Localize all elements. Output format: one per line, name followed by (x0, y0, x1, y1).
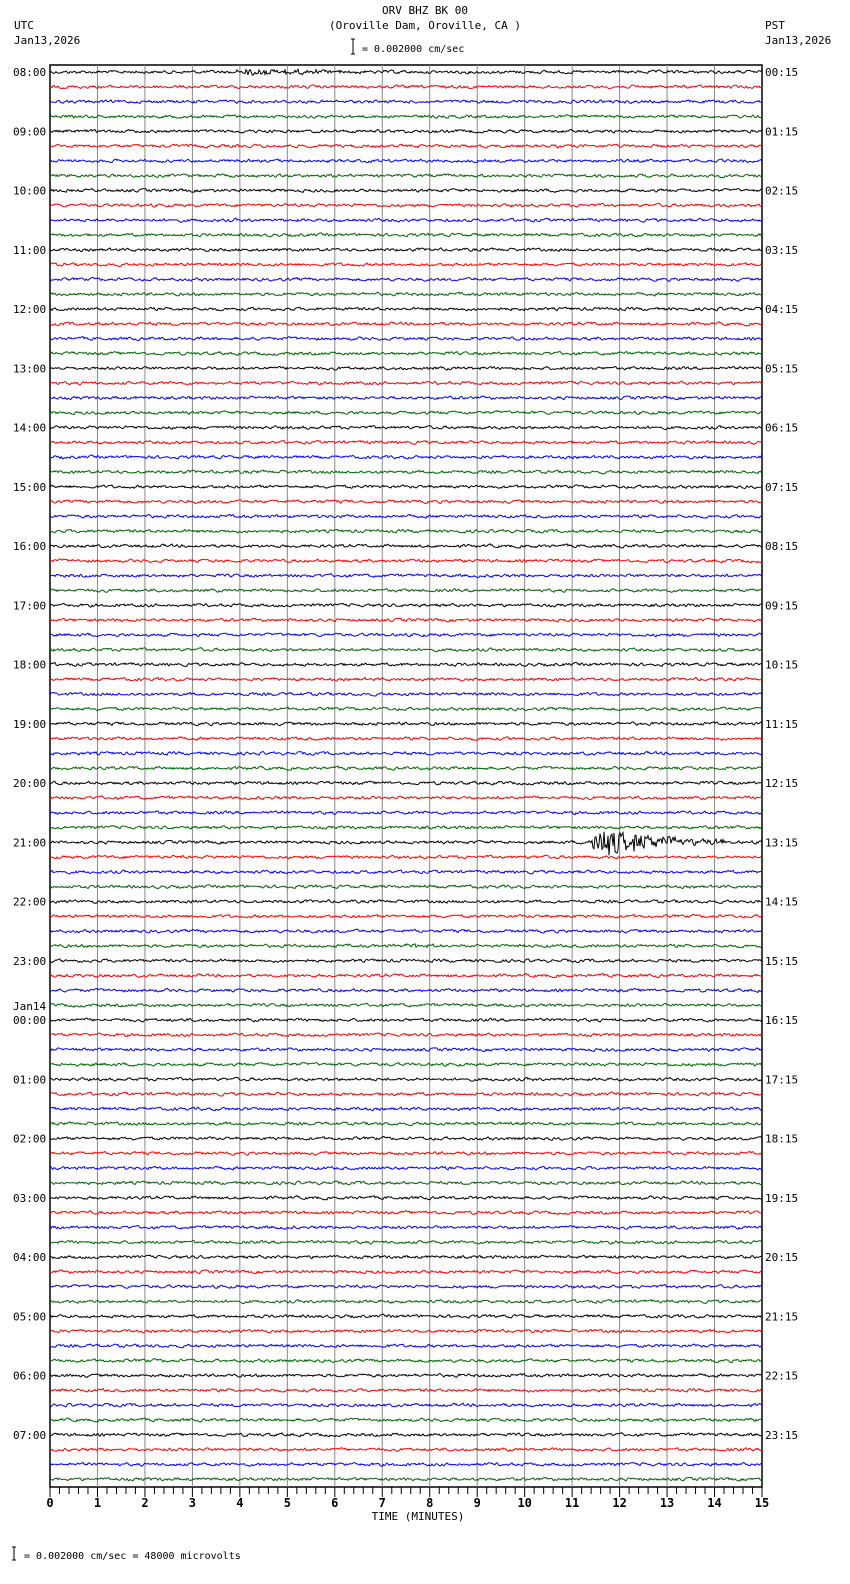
trace-line (50, 603, 762, 607)
utc-hour-label: 13:00 (13, 362, 47, 376)
trace-line (50, 1033, 762, 1037)
trace-line (50, 574, 762, 578)
trace-line (50, 589, 762, 593)
utc-hour-label: 03:00 (13, 1191, 47, 1205)
pst-hour-label: 02:15 (765, 184, 799, 198)
trace-line (50, 959, 762, 963)
pst-hour-label: 12:15 (765, 777, 799, 790)
x-tick-label: 1 (93, 1496, 102, 1510)
trace-line (50, 1433, 762, 1437)
trace-line (50, 292, 762, 296)
x-tick-label: 11 (564, 1496, 580, 1510)
trace-line (50, 1018, 762, 1022)
trace-line (50, 1137, 762, 1141)
pst-hour-label: 14:15 (765, 895, 799, 909)
pst-hour-label: 20:15 (765, 1251, 799, 1264)
trace-line (50, 1300, 762, 1304)
pst-hour-label: 18:15 (765, 1132, 799, 1146)
trace-line (50, 322, 762, 326)
trace-line (50, 914, 762, 918)
footer-scale-label: = 0.002000 cm/sec = 48000 microvolts (24, 1551, 241, 1562)
trace-line (50, 692, 762, 696)
trace-line (50, 811, 762, 815)
trace-line (50, 633, 762, 637)
trace-line (50, 366, 762, 370)
trace-line (50, 515, 762, 519)
trace-line (50, 174, 762, 178)
pst-hour-label: 21:15 (765, 1310, 799, 1324)
trace-line (50, 1403, 762, 1407)
utc-hour-label: 05:00 (13, 1310, 47, 1324)
trace-line (50, 677, 762, 681)
utc-hour-label: 22:00 (13, 895, 47, 909)
utc-hour-label: 20:00 (13, 777, 47, 790)
utc-hour-label: 08:00 (13, 66, 47, 79)
trace-line (50, 470, 762, 474)
pst-hour-label: 22:15 (765, 1369, 799, 1383)
x-tick-label: 7 (378, 1496, 386, 1510)
x-tick-label: 0 (46, 1496, 54, 1510)
x-tick-label: 14 (707, 1496, 722, 1510)
utc-hour-label: 12:00 (13, 303, 47, 316)
pst-hour-label: 10:15 (765, 658, 799, 672)
utc-hour-label: 04:00 (13, 1251, 47, 1264)
trace-line (50, 1463, 762, 1467)
trace-line (50, 248, 762, 252)
x-tick-label: 13 (659, 1496, 675, 1510)
trace-line (50, 500, 762, 504)
pst-hour-label: 01:15 (765, 125, 799, 139)
utc-hour-label: 16:00 (13, 540, 47, 553)
trace-line (50, 1329, 762, 1333)
utc-hour-label: 11:00 (13, 243, 47, 257)
trace-line (50, 989, 762, 993)
trace-line (50, 69, 762, 75)
trace-line (50, 1063, 762, 1067)
trace-line (50, 929, 762, 933)
utc-hour-label: 02:00 (13, 1132, 47, 1146)
trace-line (50, 233, 762, 237)
trace-line (50, 796, 762, 800)
trace-line (50, 826, 762, 830)
pst-hour-label: 15:15 (765, 954, 799, 968)
pst-hour-label: 13:15 (765, 836, 799, 850)
trace-line (50, 485, 762, 489)
trace-line (50, 411, 762, 415)
trace-line (50, 203, 762, 207)
trace-line (50, 722, 762, 726)
trace-line (50, 1374, 762, 1378)
trace-line (50, 1477, 762, 1481)
trace-line (50, 900, 762, 904)
pst-hour-label: 17:15 (765, 1073, 799, 1087)
trace-line (50, 1418, 762, 1422)
trace-line (50, 1048, 762, 1052)
trace-line (50, 426, 762, 430)
trace-line (50, 855, 762, 859)
pst-hour-label: 03:15 (765, 243, 799, 257)
pst-hour-label: 09:15 (765, 599, 799, 613)
trace-line (50, 1166, 762, 1170)
utc-hour-label: 06:00 (13, 1369, 47, 1383)
utc-hour-label: 10:00 (13, 184, 47, 198)
trace-line (50, 381, 762, 385)
trace-line (50, 277, 762, 281)
trace-line (50, 752, 762, 756)
trace-line (50, 1285, 762, 1289)
trace-line (50, 440, 762, 444)
utc-hour-label: 15:00 (13, 480, 47, 494)
utc-hour-label: 07:00 (13, 1428, 47, 1442)
left-timezone: UTC (14, 19, 34, 32)
pst-hour-label: 05:15 (765, 362, 799, 376)
trace-line (50, 737, 762, 741)
trace-line (50, 648, 762, 652)
utc-hour-label: 23:00 (13, 954, 47, 968)
trace-line (50, 263, 762, 267)
trace-line (50, 1225, 762, 1229)
scale-bar-icon (351, 39, 355, 54)
x-axis-label: TIME (MINUTES) (371, 1510, 465, 1523)
trace-line (50, 396, 762, 400)
pst-hour-label: 04:15 (765, 303, 799, 316)
trace-line (50, 707, 762, 711)
trace-line (50, 129, 762, 133)
trace-line (50, 1122, 762, 1126)
trace-line (50, 1092, 762, 1096)
utc-hour-label: 19:00 (13, 717, 47, 731)
pst-hour-label: 00:15 (765, 66, 799, 79)
trace-line (50, 1211, 762, 1215)
trace-line (50, 1389, 762, 1393)
trace-line (50, 1077, 762, 1081)
trace-line (50, 559, 762, 563)
trace-line (50, 85, 762, 89)
x-tick-label: 9 (473, 1496, 481, 1510)
utc-hour-label: 17:00 (13, 599, 47, 613)
x-tick-label: 10 (517, 1496, 532, 1510)
day-change-label: Jan14 (13, 1000, 47, 1013)
trace-line (50, 766, 762, 770)
x-tick-label: 2 (141, 1496, 149, 1510)
trace-line (50, 870, 762, 874)
pst-hour-label: 11:15 (765, 717, 799, 731)
right-timezone: PST (765, 19, 785, 32)
scale-label: = 0.002000 cm/sec (362, 44, 465, 55)
trace-line (50, 885, 762, 889)
utc-hour-label: 18:00 (13, 658, 47, 672)
x-tick-label: 4 (236, 1496, 244, 1510)
trace-line (50, 781, 762, 785)
trace-line (50, 832, 762, 856)
pst-hour-label: 08:15 (765, 540, 799, 553)
trace-line (50, 1181, 762, 1185)
trace-line (50, 1151, 762, 1155)
trace-line (50, 351, 762, 355)
trace-line (50, 189, 762, 193)
right-date: Jan13,2026 (765, 34, 832, 47)
utc-hour-label: 01:00 (13, 1073, 47, 1087)
trace-line (50, 618, 762, 622)
x-tick-label: 12 (612, 1496, 627, 1510)
trace-line (50, 1107, 762, 1111)
pst-hour-label: 19:15 (765, 1191, 799, 1205)
trace-line (50, 337, 762, 341)
trace-line (50, 1314, 762, 1318)
x-tick-label: 5 (283, 1496, 291, 1510)
chart-subtitle: (Oroville Dam, Oroville, CA ) (328, 19, 522, 32)
utc-hour-label: 21:00 (13, 836, 47, 850)
trace-line (50, 159, 762, 163)
trace-line (50, 144, 762, 148)
pst-hour-label: 16:15 (765, 1014, 799, 1027)
trace-line (50, 1240, 762, 1244)
trace-line (50, 455, 762, 459)
trace-line (50, 1448, 762, 1452)
utc-hour-label: 00:00 (13, 1014, 47, 1027)
trace-line (50, 974, 762, 978)
trace-line (50, 529, 762, 533)
trace-line (50, 218, 762, 222)
traces (50, 69, 762, 1481)
trace-line (50, 1270, 762, 1274)
x-tick-label: 3 (188, 1496, 197, 1510)
trace-line (50, 115, 762, 119)
x-tick-label: 6 (331, 1496, 339, 1510)
pst-hour-label: 07:15 (765, 480, 799, 494)
footer-scale-icon (12, 1547, 16, 1560)
x-axis (46, 1487, 769, 1510)
trace-line (50, 662, 762, 666)
left-date: Jan13,2026 (14, 34, 81, 47)
trace-line (50, 1003, 762, 1007)
utc-hour-label: 14:00 (13, 421, 47, 435)
trace-line (50, 307, 762, 311)
x-tick-label: 15 (754, 1496, 770, 1510)
trace-line (50, 1196, 762, 1200)
trace-line (50, 1359, 762, 1363)
trace-line (50, 1255, 762, 1259)
pst-hour-label: 23:15 (765, 1428, 799, 1442)
trace-line (50, 944, 762, 948)
utc-hour-label: 09:00 (13, 125, 47, 139)
chart-title: ORV BHZ BK 00 (381, 4, 469, 17)
trace-line (50, 100, 762, 104)
trace-line (50, 544, 762, 548)
trace-line (50, 1344, 762, 1348)
pst-hour-label: 06:15 (765, 421, 799, 435)
x-tick-label: 8 (426, 1496, 434, 1510)
